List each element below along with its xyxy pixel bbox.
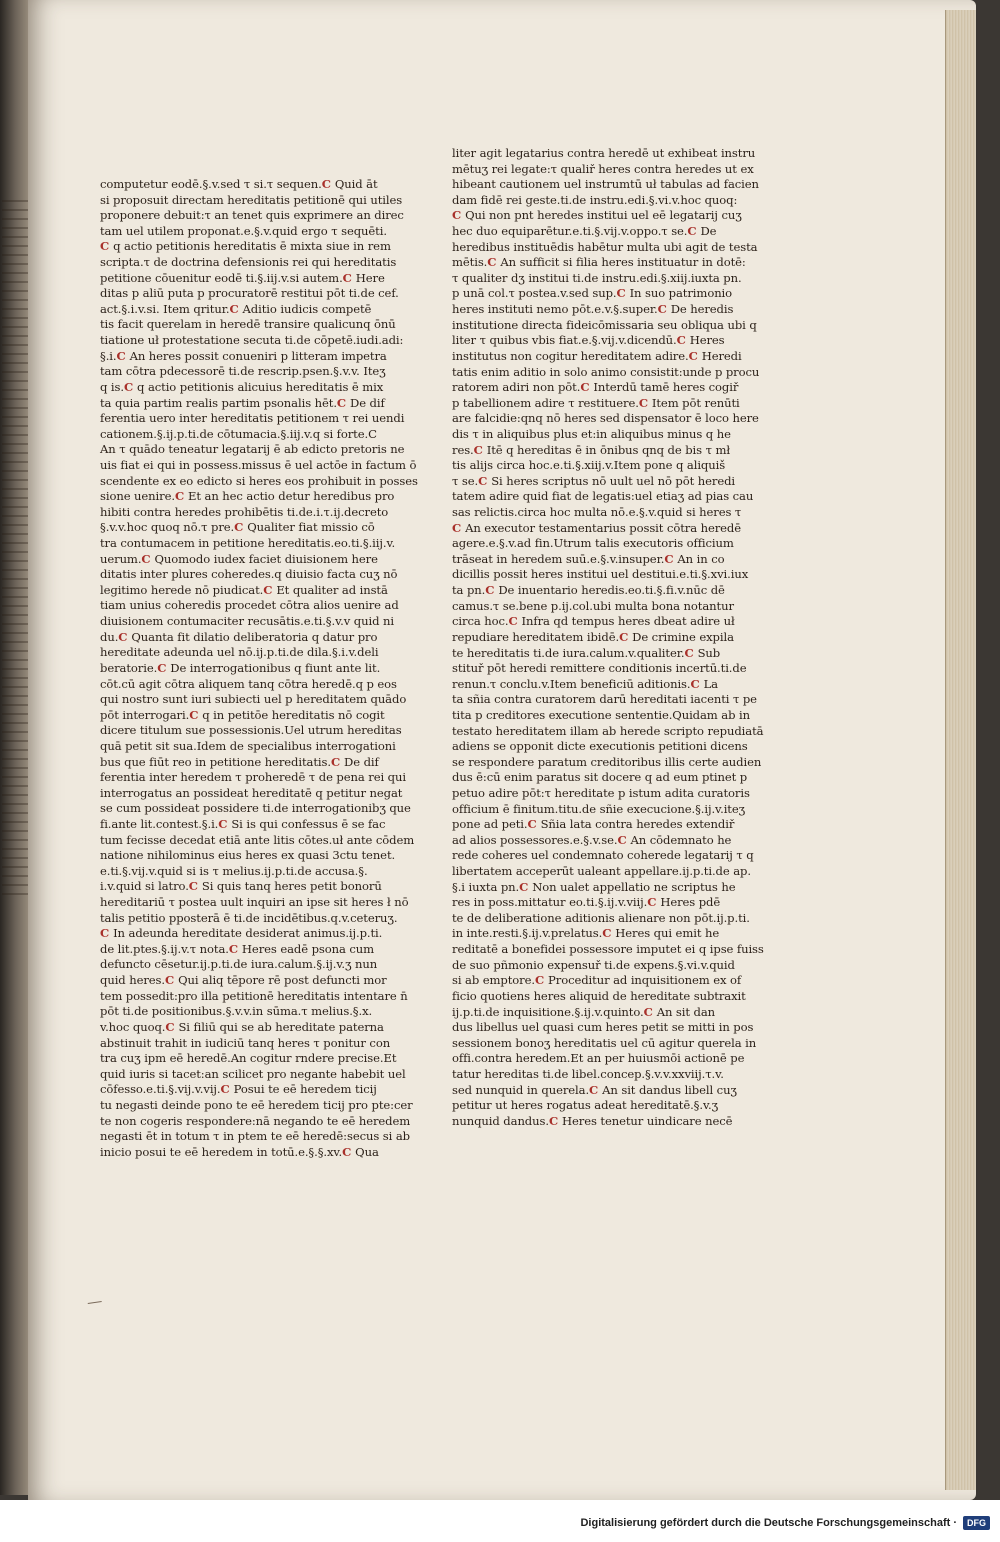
text-line: de suo pñmonio expensuř ti.de expens.§.vi.v.quid	[452, 957, 735, 972]
dfg-logo: DFG	[963, 1516, 990, 1530]
text-line: ta pn.C De inuentario heredis.eo.ti.§.fi.v.nūc dē	[452, 583, 725, 598]
text-line: tam cōtra pdecessorē ti.de rescrip.psen.§.v.v. Iteʒ	[100, 364, 386, 379]
text-line: scendente ex eo edicto si heres eos prohibuit in posses	[100, 473, 418, 488]
footer-credit: Digitalisierung gefördert durch die Deutsche Forschungsgemeinschaft ·	[580, 1517, 957, 1529]
text-line: qui nostro sunt iuri subiecti uel p hereditatem quādo	[100, 692, 407, 707]
text-line: ratorem adiri non pōt.C Interdū tamē heres cogiř	[452, 380, 739, 395]
text-line: τ qualiter dʒ institui ti.de instru.edi.§.xiij.iuxta pn.	[452, 270, 742, 285]
page-stack-edge	[945, 10, 976, 1490]
text-line: q is.C q actio petitionis alicuius hereditatis ē mix	[100, 379, 384, 394]
text-line: v.hoc quoq.C Si filiū qui se ab hereditate paterna	[100, 1019, 384, 1034]
text-line: i.v.quid si latro.C Si quis tanq heres petit bonorū	[100, 879, 382, 894]
text-line: pōt ti.de positionibus.§.v.v.in sūma.τ melius.§.x.	[100, 1004, 373, 1019]
text-line: testato hereditatem illam ab herede scripto repudiatā	[452, 723, 764, 738]
text-line: hibeant cautionem uel instrumtū uł tabulas ad facien	[452, 177, 759, 192]
text-line: natione nihilominus eius heres ex quasi 3ctu tenet.	[100, 848, 396, 863]
text-line: hereditate adeunda uel nō.ij.p.ti.de dila.§.i.v.deli	[100, 645, 379, 660]
text-line: offi.contra heredem.Et an per huiusmōi actionē pe	[452, 1051, 745, 1066]
text-line: reditatē a bonefidei possessore imputet ei q ipse fuiss	[452, 942, 764, 957]
text-line: inicio posui te eē heredem in totū.e.§.§.xv.C Qua	[100, 1144, 379, 1159]
text-line: te hereditatis ti.de iura.calum.v.qualiter.C Sub	[452, 645, 721, 660]
text-line: liter τ quibus vbis fiat.e.§.vij.v.dicendū.C Heres	[452, 333, 725, 348]
text-line: legitimo herede nō piudicat.C Et qualiter ad instā	[100, 582, 388, 597]
text-line: p tabellionem adire τ restituere.C Item pōt renūti	[452, 395, 740, 410]
text-line: agere.e.§.v.ad fin.Utrum talis executoris officium	[452, 536, 734, 551]
text-line: beratorie.C De interrogationibus q fiunt ante lit.	[100, 660, 381, 675]
text-line: quid heres.C Qui aliq tēpore rē post defuncti mor	[100, 973, 387, 988]
text-line: An τ quādo teneatur legatarij ē ab edicto pretoris ne	[100, 442, 405, 457]
text-line: petuo adire pōt:τ hereditate p istum adita curatoris	[452, 785, 750, 800]
text-line: dicere titulum sue possessionis.Uel utrum hereditas	[100, 723, 402, 738]
right-text-column	[452, 146, 764, 1129]
text-line: si ab emptore.C Proceditur ad inquisitionem ex of	[452, 973, 742, 988]
text-line: tis facit querelam in heredē transire qualicunq ōnū	[100, 317, 396, 332]
text-line: mētis.C An sufficit si filia heres instituatur in dotē:	[452, 255, 746, 270]
text-line: quid iuris si tacet:an scilicet pro negante habebit uel	[100, 1066, 406, 1081]
text-line: heres instituti nemo pōt.e.v.§.super.C De heredis	[452, 302, 734, 317]
text-line: ferentia inter heredem τ proheredē τ de pena rei qui	[100, 770, 406, 785]
text-line: rede coheres uel condemnato coherede legatarij τ q	[452, 848, 754, 863]
text-line: defuncto cēsetur.ij.p.ti.de iura.calum.§.ij.v.ʒ nun	[100, 957, 378, 972]
text-line: §.i.C An heres possit conueniri p litteram impetra	[100, 348, 387, 363]
footer-bar	[0, 1500, 1000, 1542]
text-line: mētuʒ rei legate:τ qualiř heres contra heredes ut ex	[452, 161, 754, 176]
text-line: res.C Itē q hereditas ē in ōnibus qnq de bis τ mł	[452, 442, 731, 457]
text-line: adiens se opponit dicte executionis petitioni dicens	[452, 739, 748, 754]
text-line: petitione cōuenitur eodē ti.§.iij.v.si autem.C Here	[100, 270, 385, 285]
text-line: C q actio petitionis hereditatis ē mixta siue in rem	[100, 239, 391, 254]
text-line: C In adeunda hereditate desiderat animus.ij.p.ti.	[100, 926, 383, 941]
text-line: si proposuit directam hereditatis petitionē qui utiles	[100, 192, 403, 207]
text-line: dus ē:cū enim paratus sit docere q ad eum ptinet p	[452, 770, 748, 785]
text-line: are falcidie:qnq nō heres sed dispensator ē loco here	[452, 411, 759, 426]
text-line: bus que fiūt reo in petitione hereditatis.C De dif	[100, 754, 379, 769]
text-line: se respondere paratum creditoribus illis certe audien	[452, 754, 762, 769]
text-line: p unā col.τ postea.v.sed sup.C In suo patrimonio	[452, 286, 733, 301]
text-line: liter agit legatarius contra heredē ut exhibeat instru	[452, 146, 756, 160]
text-line: talis petitio pposterā ē ti.de incidētibus.q.v.ceteruʒ.	[100, 910, 398, 925]
text-line: camus.τ se.bene p.ij.col.ubi multa bona notantur	[452, 598, 734, 613]
text-line: ficio quotiens heres aliquid de hereditate subtraxit	[452, 988, 746, 1003]
text-line: sas relictis.circa hoc multa nō.e.§.v.quid si heres τ	[452, 505, 742, 520]
text-line: libertatem acceperūt ualeant appellare.ij.p.ti.de ap.	[452, 864, 751, 879]
text-line: interrogatus an possideat hereditatē q petitur negat	[100, 785, 403, 800]
text-line: §.v.v.hoc quoq nō.τ pre.C Qualiter fiat missio cō	[100, 520, 375, 535]
text-line: heredibus instituēdis habētur multa ubi agit de testa	[452, 239, 758, 254]
text-line: hereditariū τ postea uult inquiri an ipse sit heres ł nō	[100, 895, 409, 910]
text-line: te de deliberatione aditionis alienare non pōt.ij.p.ti.	[452, 910, 750, 925]
text-line: tatis enim aditio in solo animo consistit:unde p procu	[452, 364, 760, 379]
text-line: tatem adire quid fiat de legatis:uel etiaʒ ad pias cau	[452, 489, 754, 504]
text-line: institutus non cogitur hereditatem adire.C Heredi	[452, 348, 742, 363]
text-line: ditas p aliū puta p procuratorē restitui pōt ti.de cef.	[100, 286, 399, 301]
text-line: tra contumacem in petitione hereditatis.eo.ti.§.iij.v.	[100, 536, 396, 551]
text-line: institutione directa fideicōmissaria seu obliqua ubi q	[452, 317, 757, 332]
text-line: tita p creditores executione sententie.Quidam ab in	[452, 707, 750, 722]
text-line: nunquid dandus.C Heres tenetur uindicare necē	[452, 1113, 733, 1128]
text-line: negasti ēt in totum τ in ptem te eē heredē:secus si ab	[100, 1129, 410, 1144]
text-line: petitur ut heres rogatus adeat hereditatē.§.v.ʒ	[452, 1098, 719, 1113]
text-line: §.i iuxta pn.C Non ualet appellatio ne scriptus he	[452, 879, 736, 894]
text-line: sione uenire.C Et an hec actio detur heredibus pro	[100, 489, 395, 504]
text-line: tu negasti deinde pono te eē heredem ticij pro pte:cer	[100, 1097, 413, 1112]
text-line: C An executor testamentarius possit cōtra heredē	[452, 520, 742, 535]
text-line: ij.p.ti.de inquisitione.§.ij.v.quinto.C An sit dan	[452, 1004, 716, 1019]
text-line: pōt interrogari.C q in petitōe hereditatis nō cogit	[100, 707, 385, 722]
text-line: repudiare hereditatem ibidē.C De crimine expila	[452, 629, 734, 644]
text-line: circa hoc.C Infra qd tempus heres dbeat adire uł	[452, 614, 735, 629]
text-line: res in poss.mittatur eo.ti.§.ij.v.viij.C Heres pdē	[452, 895, 721, 910]
text-line: tatur hereditas ti.de libel.concep.§.v.v.xxviij.τ.v.	[452, 1066, 724, 1081]
text-line: ad alios possessores.e.§.v.se.C An cōdemnato he	[452, 832, 732, 847]
text-line: diuisionem contumaciter recusātis.e.ti.§.v.v quid ni	[100, 614, 394, 629]
text-line: cōfesso.e.ti.§.vij.v.vij.C Posui te eē heredem ticij	[100, 1082, 377, 1097]
text-line: tem possedit:pro illa petitionē hereditatis intentare n̄	[100, 988, 408, 1003]
text-line: sessionem bonoʒ hereditatis uel cū agitur querela in	[452, 1035, 757, 1050]
text-line: du.C Quanta fit dilatio deliberatoria q datur pro	[100, 629, 378, 644]
text-line: dam fidē rei geste.ti.de instru.edi.§.vi.v.hoc quoq:	[452, 192, 738, 207]
text-line: te non cogeris respondere:nā negando te eē heredem	[100, 1113, 411, 1128]
left-text-column	[100, 177, 418, 1160]
text-line: pone ad peti.C Sñia lata contra heredes extendiř	[452, 817, 735, 832]
text-line: C Qui non pnt heredes institui uel eē legatarij cuʒ	[452, 208, 742, 223]
text-line: quā petit sit sua.Idem de specialibus interrogationi	[100, 738, 396, 753]
text-line: dus libellus uel quasi cum heres petit se mitti in pos	[452, 1020, 754, 1035]
text-line: tiatione uł protestatione secuta ti.de cōpetē.iudi.adi:	[100, 333, 404, 348]
text-line: tum fecisse decedat etiā ante litis cōtes.uł ante cōdem	[100, 832, 415, 847]
text-line: hec duo equiparētur.e.ti.§.vij.v.oppo.τ se.C De	[452, 224, 717, 239]
text-line: ditatis inter plures coheredes.q diuisio facta cuʒ nō	[100, 567, 398, 582]
text-line: tra cuʒ ipm eē heredē.An cogitur rndere precise.Et	[100, 1051, 397, 1066]
text-line: sed nunquid in querela.C An sit dandus libell cuʒ	[452, 1082, 737, 1097]
text-line: τ se.C Si heres scriptus nō uult uel nō pōt heredi	[452, 473, 736, 488]
text-line: cationem.§.ij.p.ti.de cōtumacia.§.iij.v.q si forte.C	[100, 426, 377, 441]
text-line: officium ē finitum.titu.de sñie execucione.§.ij.v.iteʒ	[452, 801, 746, 816]
text-line: de lit.ptes.§.ij.v.τ nota.C Heres eadē psona cum	[100, 941, 375, 956]
text-line: uis fiat ei qui in possess.missus ē uel actōe in factum ō	[100, 457, 417, 472]
text-line: dis τ in aliquibus plus et:in aliquibus minus q he	[452, 426, 731, 441]
text-line: ferentia uero inter hereditatis petitionem τ rei uendi	[100, 411, 405, 426]
text-line: ta quia partim realis partim psonalis hēt.C De dif	[100, 395, 385, 410]
text-line: trāseat in heredem suū.e.§.v.insuper.C An in co	[452, 551, 725, 566]
text-line: se cum possideat possidere ti.de interrogationibʒ que	[100, 801, 411, 816]
text-line: abstinuit trahit in iudiciū tanq heres τ ponitur con	[100, 1035, 391, 1050]
text-line: uerum.C Quomodo iudex faciet diuisionem here	[100, 551, 378, 566]
text-line: ta sñia contra curatorem darū hereditati iacenti τ pe	[452, 692, 757, 707]
text-line: tiam unius coheredis procedet cōtra alios uenire ad	[100, 598, 399, 613]
text-line: in inte.resti.§.ij.v.prelatus.C Heres qui emit he	[452, 926, 720, 941]
text-line: computetur eodē.§.v.sed τ si.τ sequen.C Quid āt	[100, 177, 378, 191]
text-line: cōt.cū agit cōtra aliquem tanq cōtra heredē.q p eos	[100, 676, 397, 691]
text-line: fi.ante lit.contest.§.i.C Si is qui confessus ē se fac	[100, 816, 386, 831]
text-line: hibiti contra heredes prohibētis ti.de.i.τ.ij.decreto	[100, 504, 389, 519]
footer	[580, 1508, 990, 1538]
text-line: stituř pōt heredi remittere conditionis incertū.ti.de	[452, 661, 747, 676]
text-line: scripta.τ de doctrina defensionis rei qui hereditatis	[100, 255, 397, 270]
text-line: dicillis possit heres institui uel destitui.e.ti.§.xvi.iux	[452, 567, 749, 582]
text-line: tis alijs circa hoc.e.ti.§.xiij.v.Item pone q aliquiš	[452, 458, 726, 473]
text-line: renun.τ conclu.v.Item beneficiū aditionis.C La	[452, 676, 718, 691]
text-line: tam uel utilem proponat.e.§.v.quid ergo τ sequēti.	[100, 223, 387, 238]
text-line: act.§.i.v.si. Item qritur.C Aditio iudicis competē	[100, 301, 372, 316]
text-line: e.ti.§.vij.v.quid si is τ melius.ij.p.ti.de accusa.§.	[100, 863, 368, 878]
text-line: proponere debuit:τ an tenet quis exprimere an direc	[100, 208, 404, 223]
